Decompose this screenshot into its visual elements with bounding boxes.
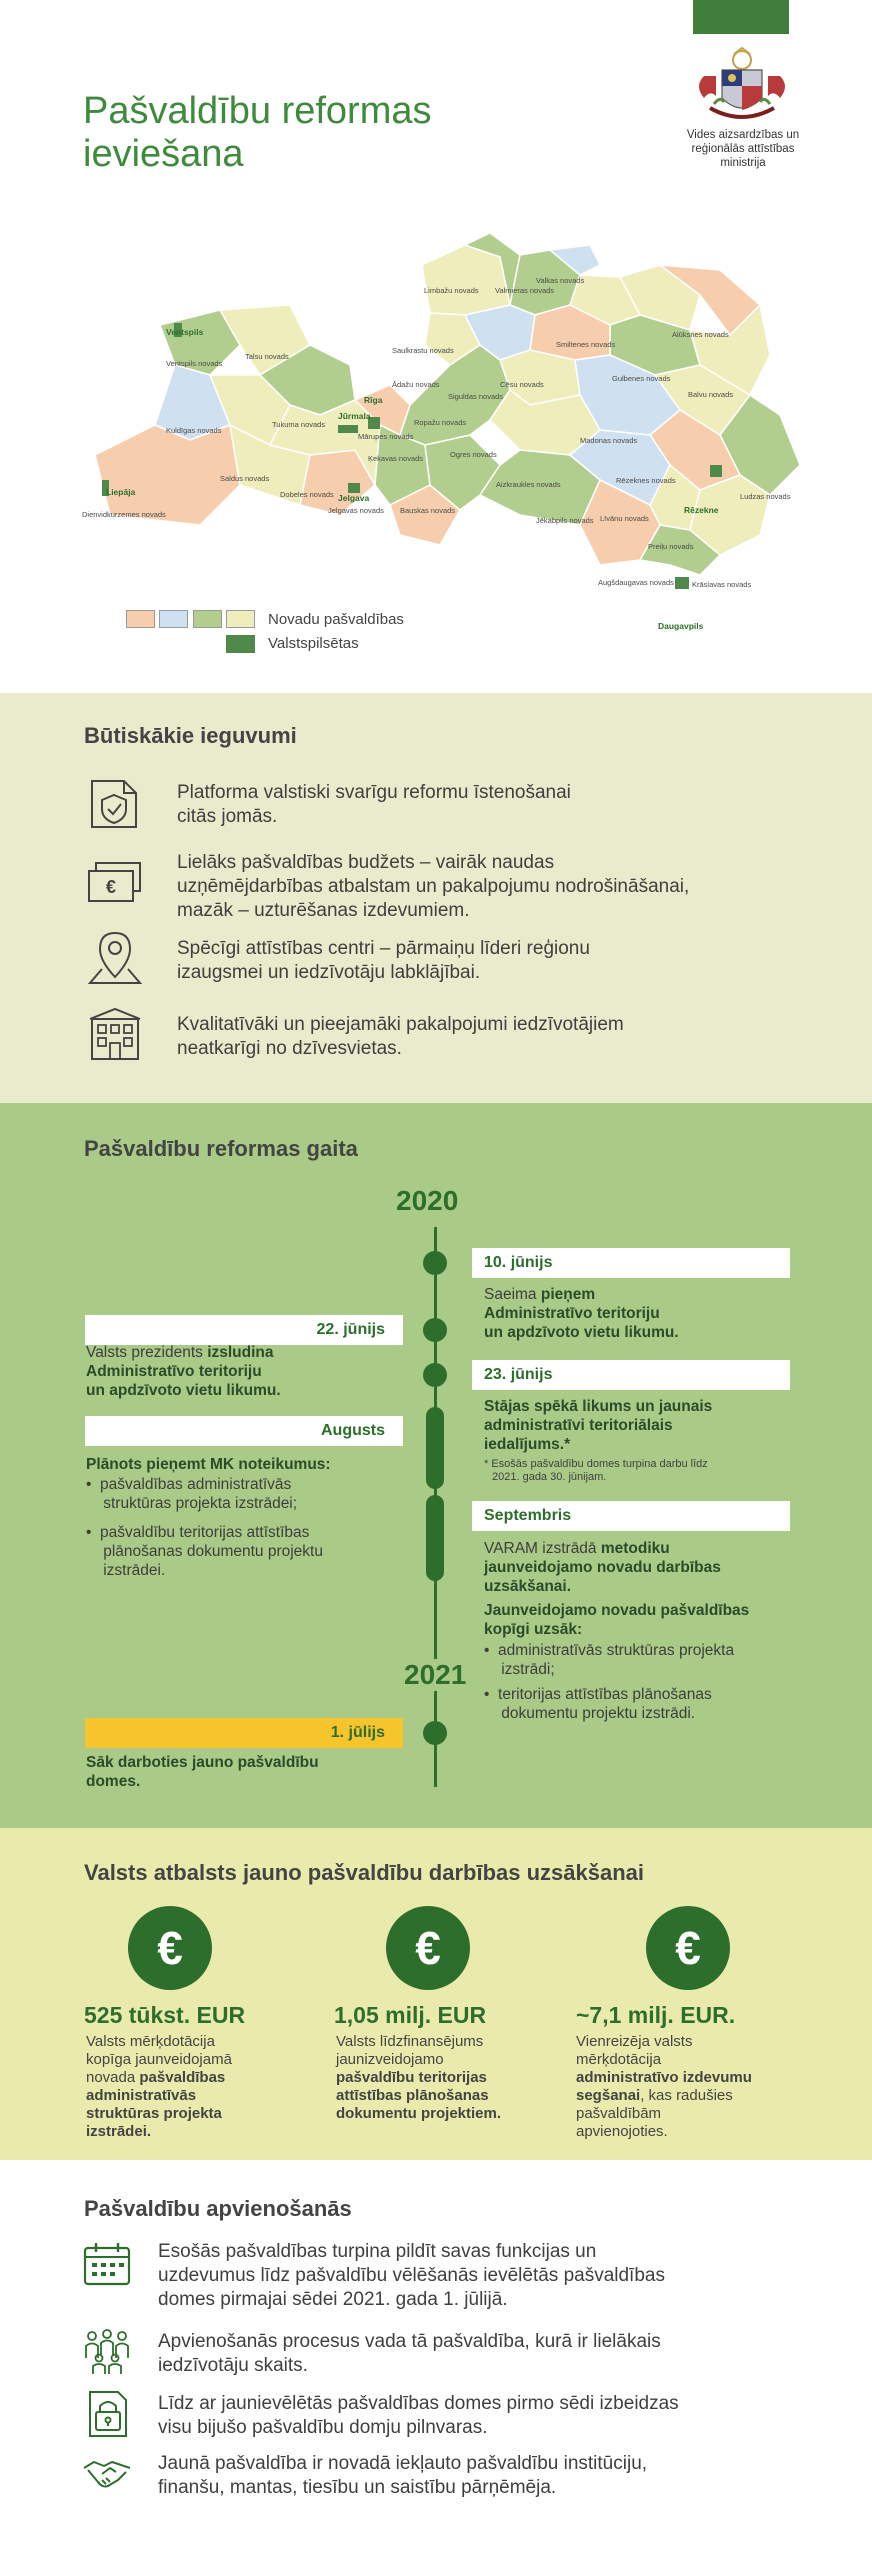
text-june-23: Stājas spēkā likums un jaunais administratīvi teritoriālais iedalījums.*	[484, 1398, 713, 1453]
amount-1: 525 tūkst. EUR	[84, 2002, 246, 2028]
bullet-august-1: • pašvaldības administratīvās struktūras projekta izstrādei;	[86, 1476, 298, 1512]
timeline-dot	[423, 1363, 447, 1387]
merger-text-4: Jaunā pašvaldība ir novadā iekļauto pašvaldību institūciju, finanšu, mantas, tiesību un saistību pārņēmēja.	[158, 2453, 648, 2498]
timeline-dot	[423, 1318, 447, 1342]
amount-2: 1,05 milj. EUR	[334, 2002, 487, 2028]
benefits-section	[0, 693, 872, 1103]
city-label: Liepāja	[106, 487, 136, 497]
city-label: Jelgava	[338, 493, 370, 503]
region-label: Ķekavas novads	[368, 454, 424, 463]
region-label: Tukuma novads	[272, 420, 326, 429]
region-label: Saldus novads	[220, 474, 270, 483]
merger-text-3: Līdz ar jaunievēlētās pašvaldības domes pirmo sēdi izbeidzas visu bijušo pašvaldību domju pilnvaras.	[158, 2393, 679, 2438]
tag-august: Augusts	[85, 1416, 403, 1446]
text-september-heading: Jaunveidojamo novadu pašvaldības kopīgi uzsāk:	[484, 1602, 750, 1638]
city-label: Rēzekne	[684, 505, 719, 515]
handshake-icon	[82, 2452, 132, 2500]
merger-text-2: Apvienošanās procesus vada tā pašvaldība, kurā ir lielākais iedzīvotāju skaits.	[158, 2331, 661, 2376]
padlock-document-icon	[82, 2390, 132, 2438]
ministry-name: Vides aizsardzības un reģionālās attīstības ministrija	[686, 129, 800, 169]
region-label: Mārupes novads	[358, 432, 414, 441]
region-label: Cēsu novads	[500, 380, 544, 389]
region-label: Valkas novads	[536, 276, 585, 285]
bullet-september-2: • teritorijas attīstības plānošanas dokumentu projektu izstrādi.	[484, 1686, 712, 1722]
city-label: Daugavpils	[658, 621, 704, 631]
region-label: Siguldas novads	[448, 392, 504, 401]
region-label: Dobeles novads	[280, 490, 334, 499]
page-title-line-2: ieviešana	[83, 133, 244, 175]
page-title-line-1: Pašvaldību reformas	[83, 90, 432, 132]
merger-text-1: Esošās pašvaldības turpina pildīt savas funkcijas un uzdevumus līdz pašvaldību vēlēšanās ievēlētās pašvaldības domes pirmajai sēdei 2021. gada 1. jūlijā.	[158, 2241, 665, 2310]
legend-swatch-peach	[126, 610, 155, 628]
region-label: Ludzas novads	[740, 492, 791, 501]
text-june-22: Valsts prezidents izsludina Administratīvo teritoriju un apdzīvoto vietu likumu.	[86, 1344, 281, 1399]
legend-label-municipalities: Novadu pašvaldības	[268, 611, 404, 628]
svg-text:€: €	[105, 877, 117, 897]
timeline-dot	[423, 1721, 447, 1745]
euro-icon: €	[646, 1906, 730, 1990]
region-label: Bauskas novads	[400, 506, 456, 515]
bullet-september-1: • administratīvās struktūras projekta izstrādi;	[484, 1642, 735, 1678]
region-label: Alūksnes novads	[672, 330, 729, 339]
shield-document-icon	[86, 773, 144, 831]
legend-swatch-city	[226, 635, 255, 653]
benefit-text-2: Lielāks pašvaldības budžets – vairāk naudas uzņēmējdarbības atbalstam un pakalpojumu nodrošināšanai, mazāk – uzturēšanas izdevumiem.	[177, 852, 690, 921]
region-label: Jēkabpils novads	[536, 516, 594, 525]
merger-title: Pašvaldību apvienošanās	[84, 2196, 352, 2221]
amount-desc-3: Vienreizēja valsts mērķdotācija administratīvo izdevumu segšanai, kas radušies pašvaldībām apvienojoties.	[576, 2033, 752, 2140]
region-label: Preiļu novads	[648, 542, 694, 551]
city-label: Rīga	[364, 395, 383, 405]
building-icon	[86, 1005, 144, 1063]
legend-swatch-yellow	[226, 610, 255, 628]
benefit-text-1: Platforma valstiski svarīgu reformu īstenošanai citās jomās.	[177, 782, 571, 827]
tag-september: Septembris	[472, 1501, 790, 1531]
timeline-period-august	[426, 1407, 444, 1489]
region-label: Valmieras novads	[495, 286, 555, 295]
text-june-10: Saeima pieņem Administratīvo teritoriju un apdzīvoto vietu likumu.	[484, 1286, 679, 1341]
city-label: Jūrmala	[338, 411, 371, 421]
timeline-period-september	[426, 1495, 444, 1581]
region-label: Madonas novads	[580, 436, 638, 445]
region-label: Aizkraukles novads	[496, 480, 561, 489]
region-label: Saulkrastu novads	[392, 346, 454, 355]
state-support-section	[0, 1828, 872, 2160]
benefits-title: Būtiskākie ieguvumi	[84, 723, 297, 748]
legend-swatch-green	[193, 610, 222, 628]
tag-june-23: 23. jūnijs	[472, 1360, 790, 1390]
city-label: Ventspils	[166, 327, 204, 337]
bullet-august-2: • pašvaldību teritorijas attīstības plānošanas dokumentu projektu izstrādei.	[86, 1524, 323, 1579]
tag-june-10: 10. jūnijs	[472, 1248, 790, 1278]
benefit-text-3: Spēcīgi attīstības centri – pārmaiņu līderi reģionu izaugsmei un iedzīvotāju labklājībai.	[177, 938, 590, 983]
year-2020: 2020	[396, 1185, 459, 1216]
amount-desc-2: Valsts līdzfinansējums jaunizveidojamo pašvaldību teritorijas attīstības plānošanas dokumentu projektiem.	[336, 2033, 502, 2122]
page-title	[83, 90, 543, 176]
region-label: Jelgavas novads	[328, 506, 384, 515]
euro-icon: €	[128, 1906, 212, 1990]
text-july-1: Sāk darboties jauno pašvaldību domes.	[86, 1754, 319, 1790]
region-label: Ogres novads	[450, 450, 497, 459]
amount-desc-1: Valsts mērķdotācija kopīga jaunveidojamā novada pašvaldības administratīvās struktūras projekta izstrādei.	[86, 2033, 232, 2140]
legend-label-state-cities: Valstspilsētas	[268, 635, 359, 652]
region-label: Dienvidkurzemes novads	[82, 510, 166, 519]
reform-timeline-section	[0, 1103, 872, 1828]
people-group-icon	[82, 2328, 132, 2376]
note-june-23: * Esošās pašvaldību domes turpina darbu līdz 2021. gada 30. jūnijam.	[484, 1458, 708, 1483]
region-label: Līvānu novads	[600, 514, 649, 523]
region-label: Talsu novads	[245, 352, 289, 361]
latvia-municipalities-map	[80, 225, 820, 640]
region-label: Ādažu novads	[392, 380, 440, 389]
calendar-icon	[82, 2240, 132, 2288]
region-label: Smiltenes novads	[556, 340, 616, 349]
year-2021: 2021	[400, 1659, 470, 1691]
tag-june-22: 22. jūnijs	[85, 1315, 403, 1345]
benefit-text-4: Kvalitatīvāki un pieejamāki pakalpojumi iedzīvotājiem neatkarīgi no dzīvesvietas.	[177, 1014, 624, 1059]
region-label: Augšdaugavas novads	[598, 578, 674, 587]
region-label: Balvu novads	[688, 390, 734, 399]
support-title: Valsts atbalsts jauno pašvaldību darbības uzsākšanai	[84, 1860, 644, 1885]
region-label: Gulbenes novads	[612, 374, 671, 383]
region-label: Ropažu novads	[414, 418, 467, 427]
text-september: VARAM izstrādā metodiku jaunveidojamo novadu darbības uzsākšanai.	[484, 1540, 721, 1595]
region-label: Rēzeknes novads	[616, 476, 676, 485]
region-label: Kuldīgas novads	[166, 426, 222, 435]
euro-banknote-icon	[86, 853, 144, 911]
timeline-title: Pašvaldību reformas gaita	[84, 1136, 358, 1161]
timeline-dot	[423, 1251, 447, 1275]
location-pin-icon	[86, 929, 144, 987]
region-label: Krāslavas novads	[692, 580, 752, 589]
legend-swatch-blue	[159, 610, 188, 628]
coat-of-arms-icon	[690, 46, 794, 126]
top-flag-decoration	[693, 0, 789, 34]
euro-icon: €	[386, 1906, 470, 1990]
region-label: Limbažu novads	[424, 286, 479, 295]
tag-july-1: 1. jūlijs	[85, 1718, 403, 1748]
region-label: Ventspils novads	[166, 359, 223, 368]
amount-3: ~7,1 milj. EUR.	[576, 2002, 736, 2028]
text-august-heading: Plānots pieņemt MK noteikumus:	[86, 1456, 331, 1473]
